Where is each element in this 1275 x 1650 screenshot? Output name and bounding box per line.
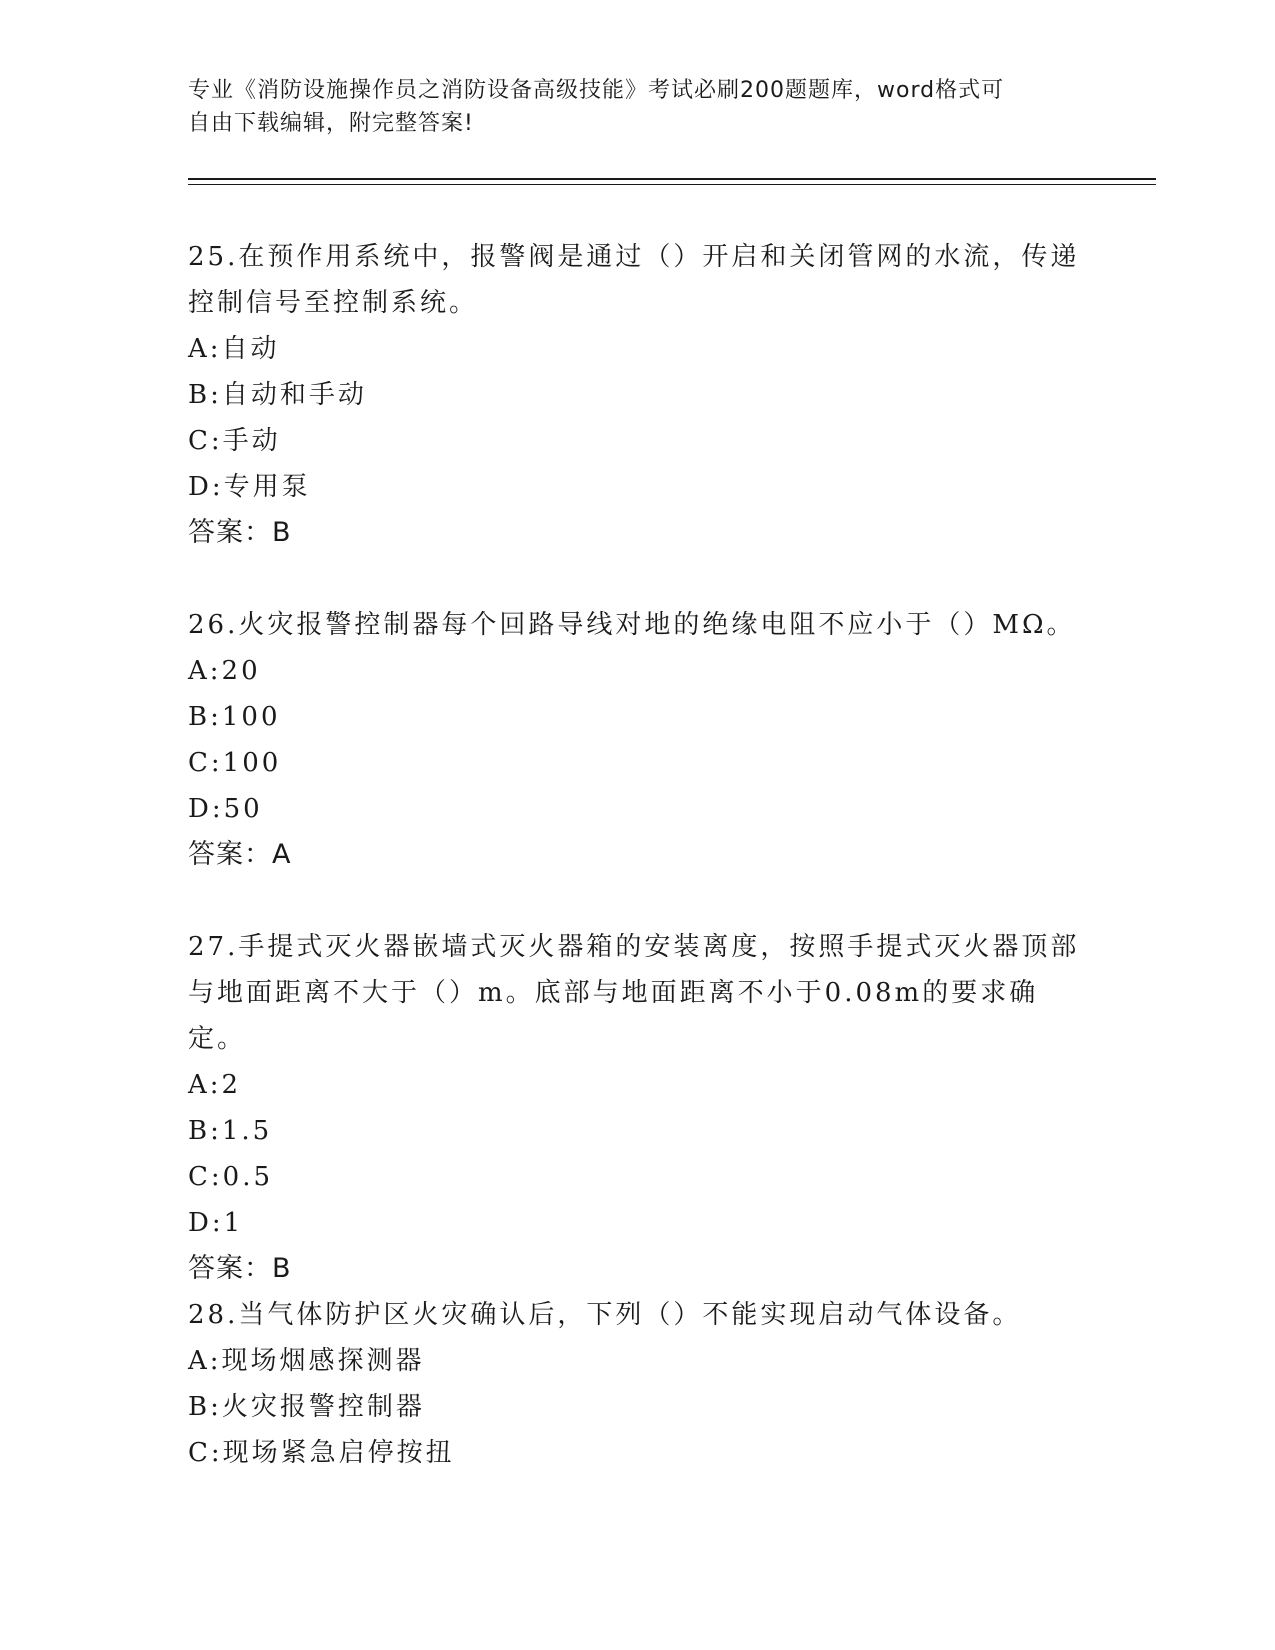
document-header: [188, 74, 1068, 140]
header-divider-thick: [188, 178, 1156, 180]
option-a: A:现场烟感探测器: [188, 1346, 425, 1376]
question-28: [188, 1292, 1088, 1476]
question-text: 26.火灾报警控制器每个回路导线对地的绝缘电阻不应小于（）MΩ。: [188, 610, 1076, 640]
header-line-2: 自由下载编辑，附完整答案!: [188, 111, 474, 136]
question-25: [188, 234, 1088, 556]
option-a: A:2: [188, 1070, 242, 1100]
answer: 答案：A: [188, 839, 292, 870]
question-26: [188, 602, 1088, 878]
option-b: B:100: [188, 702, 281, 732]
option-c: C:0.5: [188, 1162, 274, 1192]
option-a: A:自动: [188, 334, 280, 364]
option-d: D:50: [188, 794, 263, 824]
option-d: D:专用泵: [188, 472, 311, 502]
question-27: [188, 924, 1088, 1292]
option-d: D:1: [188, 1208, 244, 1238]
answer: 答案：B: [188, 517, 292, 548]
option-c: C:现场紧急启停按扭: [188, 1438, 455, 1468]
question-text: 28.当气体防护区火灾确认后，下列（）不能实现启动气体设备。: [188, 1300, 1022, 1330]
answer: 答案：B: [188, 1253, 292, 1284]
header-line-1: 专业《消防设施操作员之消防设备高级技能》考试必刷200题题库，word格式可: [188, 78, 1005, 103]
header-divider-thin: [188, 184, 1156, 185]
option-b: B:火灾报警控制器: [188, 1392, 425, 1422]
option-c: C:100: [188, 748, 282, 778]
question-text: 25.在预作用系统中，报警阀是通过（）开启和关闭管网的水流，传递控制信号至控制系统。: [188, 242, 1080, 318]
option-b: B:自动和手动: [188, 380, 367, 410]
option-b: B:1.5: [188, 1116, 273, 1146]
option-a: A:20: [188, 656, 261, 686]
question-text: 27.手提式灭火器嵌墙式灭火器箱的安装离度，按照手提式灭火器顶部与地面距离不大于（）m。底部与地面距离不小于0.08m的要求确定。: [188, 932, 1080, 1054]
option-c: C:手动: [188, 426, 281, 456]
